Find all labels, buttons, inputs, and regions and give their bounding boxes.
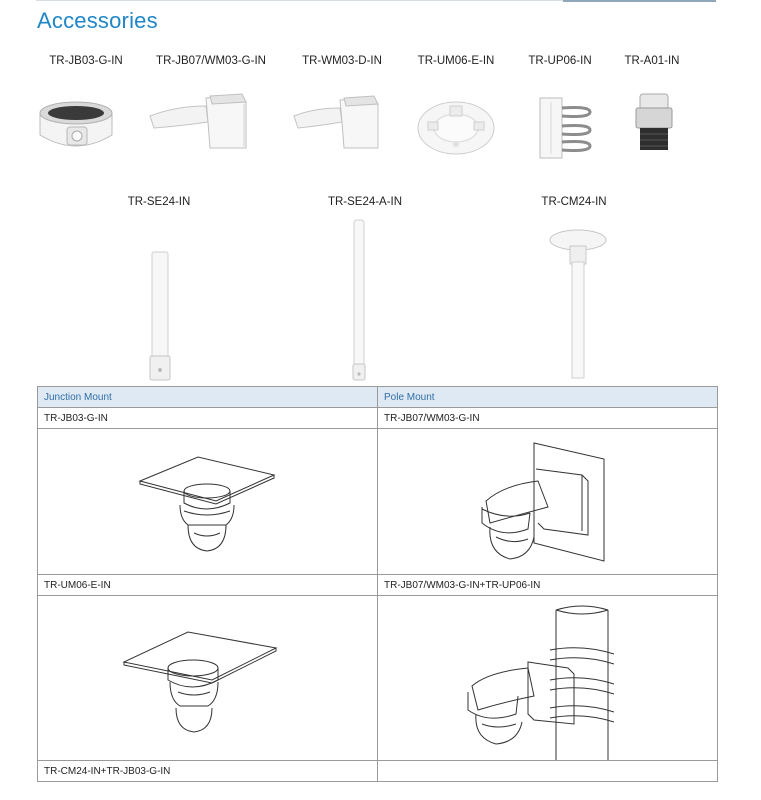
diagram-cell	[378, 429, 718, 575]
diagram-cell	[378, 596, 718, 761]
accessory-label-jb03: TR-JB03-G-IN	[49, 55, 123, 67]
accessory-label-cm24: TR-CM24-IN	[541, 196, 607, 208]
table-cell: TR-CM24-IN+TR-JB03-G-IN	[38, 761, 378, 782]
pole-mount-adapter-image	[530, 96, 592, 162]
wall-mount-bracket-image-2	[290, 92, 390, 154]
table-row	[38, 575, 718, 596]
table-cell	[378, 761, 718, 782]
ceiling-plate-image	[414, 98, 498, 162]
ceiling-pendant-pole-image	[546, 226, 610, 382]
accessory-label-a01: TR-A01-IN	[624, 55, 680, 67]
table-cell: TR-UM06-E-IN	[38, 575, 378, 596]
table-cell: TR-JB03-G-IN	[38, 408, 378, 429]
page-title: Accessories	[37, 8, 158, 33]
header-junction-mount: Junction Mount	[38, 387, 378, 408]
header-pole-mount: Pole Mount	[378, 387, 718, 408]
table-header-row	[38, 387, 718, 408]
accessory-label-um06: TR-UM06-E-IN	[417, 55, 495, 67]
accessory-label-up06: TR-UP06-IN	[528, 55, 592, 67]
wall-mount-bracket-image	[146, 92, 266, 154]
extension-pole-image-2	[350, 218, 368, 382]
table-row	[38, 761, 718, 782]
table-row	[38, 408, 718, 429]
accessory-label-jb07: TR-JB07/WM03-G-IN	[156, 55, 266, 67]
mount-table	[37, 386, 718, 782]
diagram-cell	[38, 429, 378, 575]
accessory-label-se24: TR-SE24-IN	[127, 196, 191, 208]
accessory-label-wm03: TR-WM03-D-IN	[302, 55, 382, 67]
table-row	[38, 429, 718, 575]
extension-pole-image	[144, 250, 178, 382]
junction-box-image	[36, 95, 116, 155]
pole-mount-diagram	[378, 596, 718, 760]
ceiling-junction-mount-diagram	[38, 429, 378, 574]
wall-mount-diagram	[378, 429, 718, 574]
top-divider-accent	[563, 0, 716, 2]
cable-gland-image	[630, 92, 678, 156]
table-cell: TR-JB07/WM03-G-IN+TR-UP06-IN	[378, 575, 718, 596]
ceiling-plate-mount-diagram	[38, 596, 378, 760]
table-row	[38, 596, 718, 761]
table-cell: TR-JB07/WM03-G-IN	[378, 408, 718, 429]
diagram-cell	[38, 596, 378, 761]
accessory-label-se24a: TR-SE24-A-IN	[327, 196, 403, 208]
